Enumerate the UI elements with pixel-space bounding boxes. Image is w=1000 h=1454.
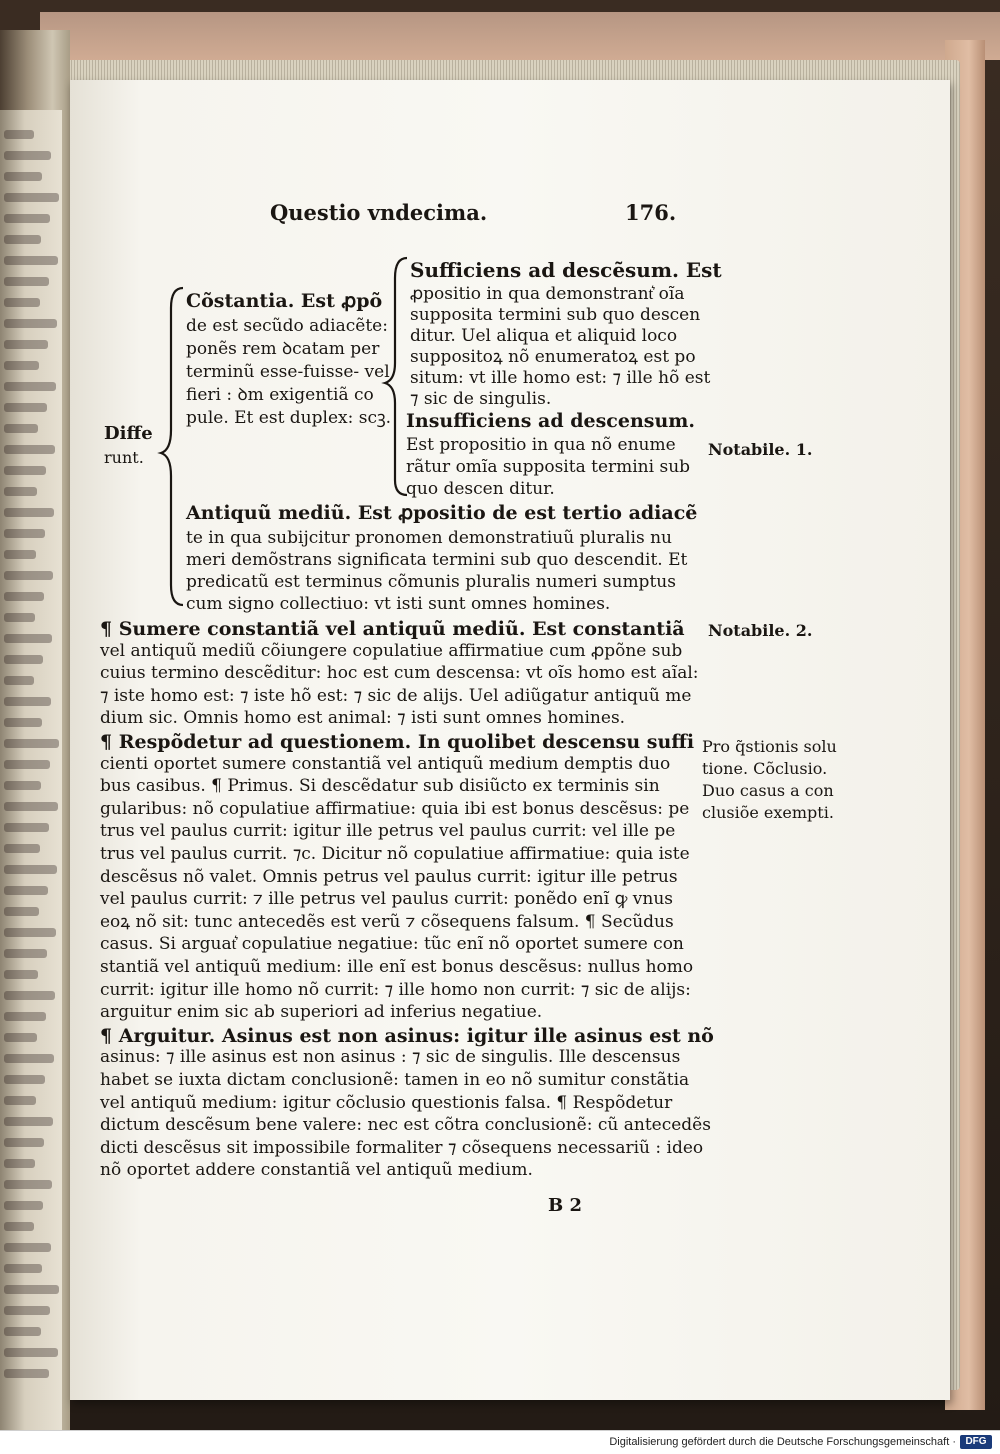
left-page-text-line <box>4 1348 58 1357</box>
left-page-text-line <box>4 1033 37 1042</box>
left-page-text-line <box>4 550 36 559</box>
left-page-text-line <box>4 907 39 916</box>
body-line: casus. Si arguat͛ copulatiue negatiue: tũc enĩ nõ oportet sumere con <box>100 934 684 954</box>
body-line: descẽsus nõ valet. Omnis petrus vel paulus currit: igitur ille petrus <box>100 867 678 887</box>
body-line: dictum descẽsum bene valere: nec est cõtra conclusionẽ: cũ antecedẽs <box>100 1115 711 1135</box>
left-page-text-line <box>4 1159 35 1168</box>
left-page-text-line <box>4 340 48 349</box>
folio-number: 176. <box>625 200 677 225</box>
antiquum-line: Antiquũ mediũ. Est ꝓpositio de est tertio adiacẽ <box>186 502 698 524</box>
left-page-text-line <box>4 1222 34 1231</box>
left-page-text-line <box>4 802 58 811</box>
left-page-text-line <box>4 1306 50 1315</box>
body-line: asinus: ⁊ ille asinus est non asinus : ⁊ sic de singulis. Ille descensus <box>100 1047 681 1067</box>
body-line: vel antiquũ medium: igitur cõclusio questionis falsa. ¶ Respõdetur <box>100 1093 673 1113</box>
left-page-text-line <box>4 445 55 454</box>
margin-notabile-1: Notabile. 1. <box>708 440 813 459</box>
constantia-line: terminũ esse-fuisse- vel <box>186 362 390 382</box>
dfg-logo: DFG <box>960 1435 992 1449</box>
left-page-text-line <box>4 235 41 244</box>
left-page-text-line <box>4 613 35 622</box>
left-page-text-line <box>4 1264 42 1273</box>
constantia-line: fieri : ꝺm exigentiã co <box>186 385 374 405</box>
body-line: ¶ Sumere constantiã vel antiquũ mediũ. Est constantiã <box>100 618 685 640</box>
brace-constantia <box>161 288 183 605</box>
constantia-line: ponẽs rem ꝺcatam per <box>186 339 380 359</box>
body-line: ¶ Respõdetur ad questionem. In quolibet descensu suffi <box>100 731 695 753</box>
left-page-text-line <box>4 676 34 685</box>
left-page-text-line <box>4 592 44 601</box>
insufficiens-line: Est propositio in qua nõ enume <box>406 435 676 455</box>
left-page-text-line <box>4 760 50 769</box>
body-line: habet se iuxta dictam conclusionẽ: tamen in eo nõ sumitur constãtia <box>100 1070 690 1090</box>
body-line: ¶ Arguitur. Asinus est non asinus: igitur ille asinus est nõ <box>100 1025 714 1047</box>
left-page-text-line <box>4 424 38 433</box>
antiquum-line: predicatũ est terminus cõmunis pluralis numeri sumptus <box>186 572 676 592</box>
left-page-text-line <box>4 1201 43 1210</box>
left-page-text-line <box>4 1012 46 1021</box>
left-page-text-line <box>4 130 34 139</box>
funding-credit: Digitalisierung gefördert durch die Deutsche Forschungsgemeinschaft · <box>609 1436 956 1448</box>
constantia-line: de est secũdo adiacẽte: <box>186 316 388 336</box>
left-page-text-line <box>4 382 56 391</box>
left-page-text-line <box>4 1369 49 1378</box>
antiquum-line: meri demõstrans significata termini sub quo descendit. Et <box>186 550 688 570</box>
sufficiens-line: supposita termini sub quo descen <box>410 305 701 325</box>
margin-notabile-2: Notabile. 2. <box>708 621 813 640</box>
body-line: cuius termino descẽditur: hoc est cum descensa: vt oĩs homo est aĩal: <box>100 663 699 683</box>
margin-solutio: Pro q̃stionis solu <box>702 737 837 756</box>
body-line: ⁊ iste homo est: ⁊ iste hõ est: ⁊ sic de alijs. Uel adiũgatur antiquũ me <box>100 686 692 706</box>
footer-bar <box>0 1430 1000 1454</box>
insufficiens-line: quo descen ditur. <box>406 479 555 499</box>
left-page-text-line <box>4 403 47 412</box>
left-page-text-line <box>4 949 47 958</box>
left-page-text-line <box>4 1327 41 1336</box>
left-page-text-line <box>4 151 51 160</box>
left-page-text-line <box>4 1075 45 1084</box>
left-page-text-line <box>4 781 41 790</box>
left-page-text-line <box>4 1285 59 1294</box>
body-line: dicti descẽsus sit impossibile formaliter ⁊ cõsequens necessariũ : ideo <box>100 1138 704 1158</box>
left-page-text-line <box>4 1138 44 1147</box>
left-page-text-line <box>4 844 40 853</box>
left-page-text-line <box>4 466 46 475</box>
left-page-edge <box>0 110 62 1430</box>
body-line: vel antiquũ mediũ cõiungere copulatiue affirmatiue cum ꝓpõne sub <box>100 641 683 661</box>
left-page-text-line <box>4 319 57 328</box>
left-page-text-line <box>4 508 54 517</box>
left-page-text-line <box>4 172 42 181</box>
sufficiens-line: ꝓpositio in qua demonstrant͛ oĩa <box>410 284 685 304</box>
sufficiens-line: Sufficiens ad descẽsum. Est <box>410 258 722 282</box>
left-page-text-line <box>4 1096 36 1105</box>
left-page-text-line <box>4 739 59 748</box>
antiquum-line: cum signo collectiuo: vt isti sunt omnes homines. <box>186 594 611 614</box>
body-line: trus vel paulus currit. ⁊c. Dicitur nõ copulatiue affirmatiue: quia iste <box>100 844 690 864</box>
antiquum-line: te in qua subijcitur pronomen demonstratiuũ pluralis nu <box>186 528 673 548</box>
left-page-text-line <box>4 823 49 832</box>
left-page-text-line <box>4 487 37 496</box>
body-line: arguitur enim sic ab superiori ad inferius negatiue. <box>100 1002 543 1022</box>
body-line: trus vel paulus currit: igitur ille petrus vel paulus currit: vel ille pe <box>100 821 676 841</box>
left-page-text-line <box>4 1117 53 1126</box>
left-page-text-line <box>4 214 50 223</box>
margin-solutio: clusiõe exempti. <box>702 803 834 822</box>
page <box>70 80 950 1400</box>
sufficiens-line: situm: vt ille homo est: ⁊ ille hõ est <box>410 368 711 388</box>
left-page-text-line <box>4 256 58 265</box>
body-line: vel paulus currit: ⁊ ille petrus vel paulus currit: ponẽdo enĩ ꝙ vnus <box>100 889 673 909</box>
left-page-text-line <box>4 697 51 706</box>
left-page-text-line <box>4 1243 51 1252</box>
body-line: dium sic. Omnis homo est animal: ⁊ isti sunt omnes homines. <box>100 708 626 728</box>
body-line: eoꝝ nõ sit: tunc antecedẽs est verũ ⁊ cõsequens falsum. ¶ Secũdus <box>100 912 674 932</box>
body-line: cienti oportet sumere constantiã vel antiquũ medium demptis duo <box>100 754 671 774</box>
left-page-text-line <box>4 361 39 370</box>
left-page-text-line <box>4 193 59 202</box>
body-line: stantiã vel antiquũ medium: ille enĩ est bonus descẽsus: nullus homo <box>100 957 694 977</box>
left-page-text-line <box>4 718 42 727</box>
sufficiens-line: suppositoꝝ nõ enumeratoꝝ est po <box>410 347 696 367</box>
body-line: gularibus: nõ copulatiue affirmatiue: quia ibi est bonus descẽsus: pe <box>100 799 690 819</box>
left-page-text-line <box>4 571 53 580</box>
left-page-text-line <box>4 1180 52 1189</box>
running-title: Questio vndecima. <box>270 200 488 225</box>
left-page-text-line <box>4 886 48 895</box>
insufficiens-line: rãtur omĩa supposita termini sub <box>406 457 691 477</box>
body-line: bus casibus. ¶ Primus. Si descẽdatur sub disiũcto ex terminis sin <box>100 776 660 796</box>
left-page-text-line <box>4 970 38 979</box>
left-page-text-line <box>4 298 40 307</box>
differunt-label: Diffe <box>104 423 153 444</box>
constantia-line: pule. Et est duplex: scꝫ. <box>186 408 392 428</box>
differunt-label: runt. <box>104 448 144 467</box>
left-page-text-line <box>4 865 57 874</box>
sufficiens-line: ditur. Uel aliqua et aliquid loco <box>410 326 678 346</box>
constantia-line: Cõstantia. Est ꝓpõ <box>186 290 383 312</box>
sufficiens-line: ⁊ sic de singulis. <box>410 389 552 409</box>
left-page-text-line <box>4 529 45 538</box>
cover-board-top <box>40 12 1000 60</box>
signature-mark: B 2 <box>548 1195 583 1216</box>
margin-solutio: tione. Cõclusio. <box>702 759 828 778</box>
left-page-text-line <box>4 928 56 937</box>
left-page-text-line <box>4 1054 54 1063</box>
left-page-text-line <box>4 655 43 664</box>
left-page-text-line <box>4 277 49 286</box>
left-page-text-line <box>4 634 52 643</box>
insufficiens-line: Insufficiens ad descensum. <box>406 410 696 432</box>
margin-solutio: Duo casus a con <box>702 781 834 800</box>
left-page-text-line <box>4 991 55 1000</box>
body-line: nõ oportet addere constantiã vel antiquũ medium. <box>100 1160 533 1180</box>
body-line: currit: igitur ille homo nõ currit: ⁊ ille homo non currit: ⁊ sic de alijs: <box>100 980 691 1000</box>
